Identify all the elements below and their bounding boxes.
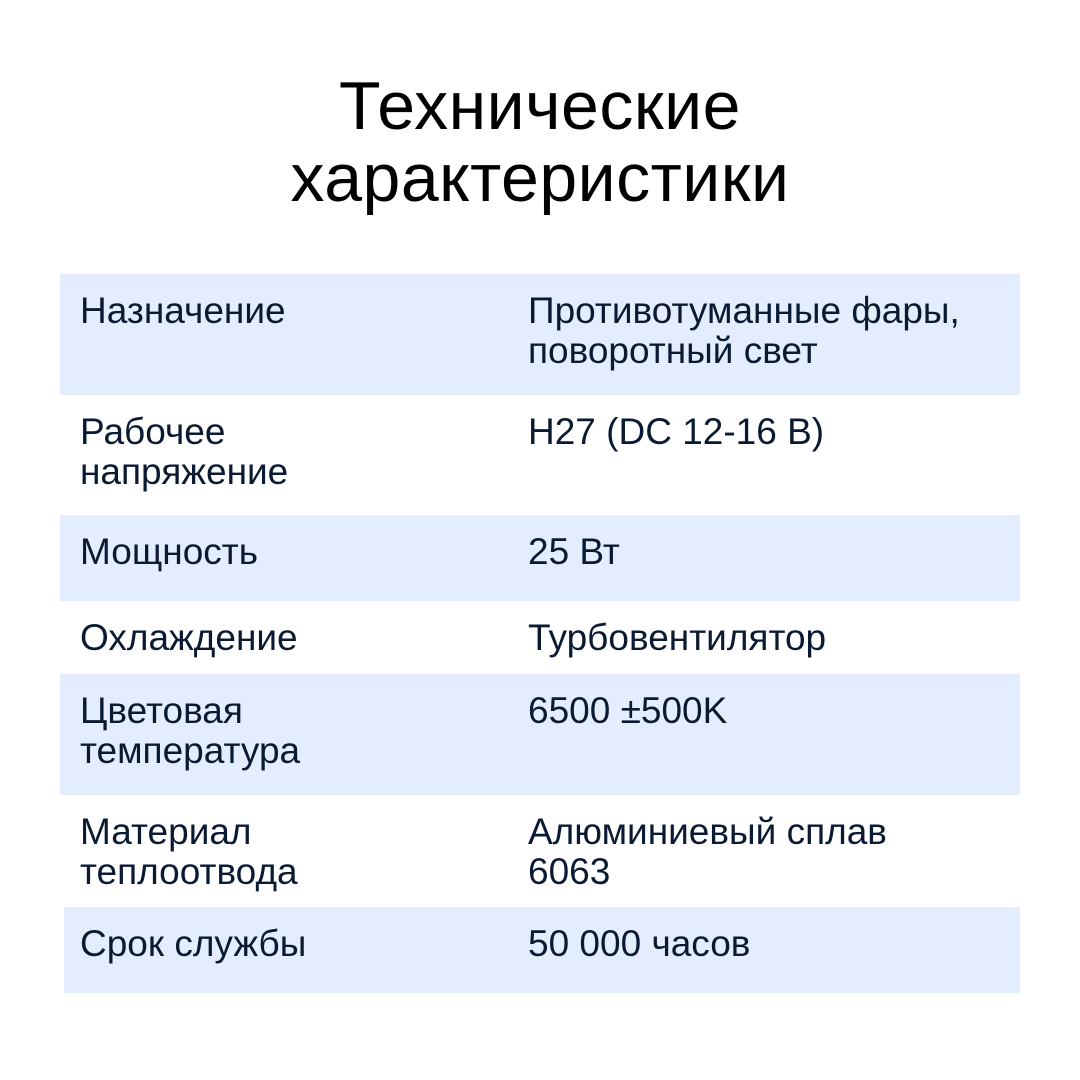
spec-value: Алюминиевый сплав 6063 [528,811,887,892]
spec-value: 50 000 часов [528,923,751,964]
spec-label: Рабочее напряжение [80,411,289,492]
spec-value: Противотуманные фары, поворотный свет [528,290,960,371]
spec-label: Охлаждение [80,617,298,658]
spec-value: 6500 ±500K [528,690,728,731]
spec-row-power [60,515,1020,601]
spec-label: Назначение [80,290,286,331]
spec-value: Турбовентилятор [528,617,827,658]
spec-row-color-temperature [60,674,1020,795]
spec-value: 25 Вт [528,531,620,572]
spec-label: Срок службы [80,923,307,964]
spec-label: Материал теплоотвода [80,811,298,892]
spec-row-purpose [60,274,1020,395]
spec-row-lifespan [64,907,1020,993]
spec-value: H27 (DC 12-16 В) [528,411,825,452]
page-title [0,70,1080,214]
spec-row-heatsink-material [60,795,1020,907]
page-title-line-1: Технические [339,68,741,144]
page-title-line-2: характеристики [290,140,790,216]
spec-table [60,274,1020,993]
spec-label: Цветовая температура [80,690,301,771]
spec-label: Мощность [80,531,258,572]
spec-row-voltage [60,395,1020,515]
spec-row-cooling [60,601,1020,674]
